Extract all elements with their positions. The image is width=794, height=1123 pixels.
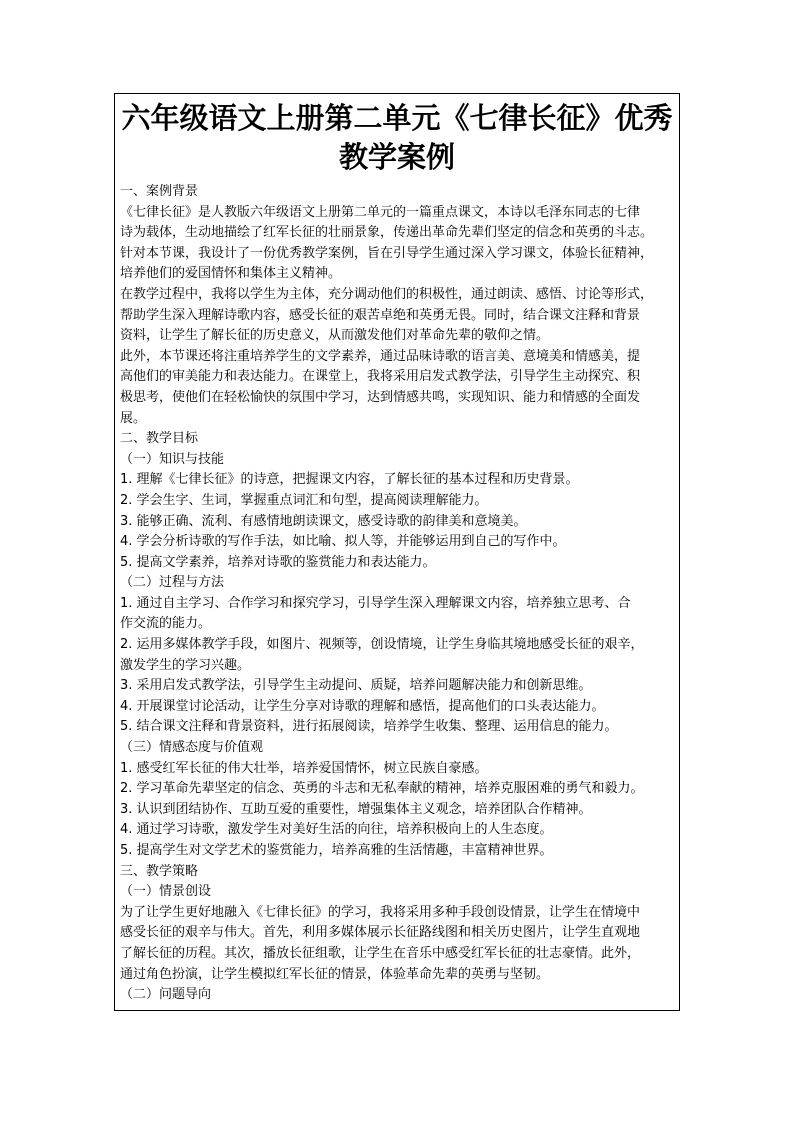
paragraph-line: 帮助学生深入理解诗歌内容，感受长征的艰苦卓绝和英勇无畏。同时，结合课文注释和背景	[120, 307, 641, 323]
paragraph-line: 资料，让学生了解长征的历史意义，从而激发他们对革命先辈的敬仰之情。	[120, 328, 550, 344]
subsection-heading: （一）情景创设	[120, 884, 212, 900]
subsection-heading: （二）问题导向	[120, 987, 212, 1003]
paragraph-line: 《七律长征》是人教版六年级语文上册第二单元的一篇重点课文，本诗以毛泽东同志的七律	[120, 204, 641, 220]
list-item: 1. 感受红军长征的伟大壮举，培养爱国情怀，树立民族自豪感。	[120, 760, 488, 776]
paragraph-line: 在教学过程中，我将以学生为主体，充分调动他们的积极性，通过朗读、感悟、讨论等形式，	[120, 286, 654, 302]
list-item: 1. 理解《七律长征》的诗意，把握课文内容，了解长征的基本过程和历史背景。	[120, 472, 579, 488]
section-heading-strategy: 三、教学策略	[120, 863, 199, 879]
list-item: 4. 通过学习诗歌，激发学生对美好生活的向往，培养积极向上的人生态度。	[120, 822, 553, 838]
list-item: 作交流的能力。	[120, 616, 212, 632]
list-item: 5. 结合课文注释和背景资料，进行拓展阅读，培养学生收集、整理、运用信息的能力。	[120, 719, 618, 735]
title-line-2: 教学案例	[338, 140, 455, 174]
title-line-1: 六年级语文上册第二单元《七律长征》优秀	[121, 101, 673, 135]
paragraph-line: 针对本节课，我设计了一份优秀教学案例，旨在引导学生通过深入学习课文，体验长征精神，	[120, 245, 654, 261]
list-item: 4. 学会分析诗歌的写作手法，如比喻、拟人等，并能够运用到自己的写作中。	[120, 534, 566, 550]
paragraph-line: 展。	[120, 410, 147, 426]
paragraph-line: 培养他们的爱国情怀和集体主义精神。	[120, 266, 342, 282]
section-heading-background: 一、案例背景	[120, 184, 199, 199]
paragraph-line: 感受长征的艰辛与伟大。首先，利用多媒体展示长征路线图和相关历史图片，让学生直观地	[120, 925, 641, 941]
subsection-heading: （一）知识与技能	[120, 451, 225, 467]
document-body	[115, 177, 679, 1006]
list-item: 2. 学习革命先辈坚定的信念、英勇的斗志和无私奉献的精神，培养克服困难的勇气和毅力。	[120, 781, 644, 797]
paragraph-line: 通过角色扮演，让学生模拟红军长征的情景，体验革命先辈的英勇与坚韧。	[120, 966, 550, 982]
list-item: 2. 运用多媒体教学手段，如图片、视频等，创设情境，让学生身临其境地感受长征的艰辛，	[120, 637, 644, 653]
list-item: 激发学生的学习兴趣。	[120, 657, 251, 673]
paragraph-line: 高他们的审美能力和表达能力。在课堂上，我将采用启发式教学法，引导学生主动探究、积	[120, 369, 641, 385]
paragraph-line: 极思考，使他们在轻松愉快的氛围中学习，达到情感共鸣，实现知识、能力和情感的全面发	[120, 389, 641, 405]
paragraph-line: 诗为载体，生动地描绘了红军长征的壮丽景象，传递出革命先辈们坚定的信念和英勇的斗志。	[120, 225, 654, 241]
subsection-heading: （二）过程与方法	[120, 575, 225, 591]
list-item: 3. 能够正确、流利、有感情地朗读课文，感受诗歌的韵律美和意境美。	[120, 513, 527, 529]
paragraph-line: 了解长征的历程。其次，播放长征组歌，让学生在音乐中感受红军长征的壮志豪情。此外，	[120, 945, 641, 961]
list-item: 1. 通过自主学习、合作学习和探究学习，引导学生深入理解课文内容，培养独立思考、合	[120, 595, 631, 611]
paragraph-line: 为了让学生更好地融入《七律长征》的学习，我将采用多种手段创设情景，让学生在情境中	[120, 904, 641, 920]
list-item: 3. 采用启发式教学法，引导学生主动提问、质疑，培养问题解决能力和创新思维。	[120, 678, 592, 694]
subsection-heading: （三）情感态度与价值观	[120, 740, 264, 756]
list-item: 4. 开展课堂讨论活动，让学生分享对诗歌的理解和感悟，提高他们的口头表达能力。	[120, 698, 605, 714]
list-item: 2. 学会生字、生词，掌握重点词汇和句型，提高阅读理解能力。	[120, 492, 488, 508]
list-item: 5. 提高文学素养，培养对诗歌的鉴赏能力和表达能力。	[120, 554, 436, 570]
list-item: 5. 提高学生对文学艺术的鉴赏能力，培养高雅的生活情趣，丰富精神世界。	[120, 843, 553, 858]
section-heading-goals: 二、教学目标	[120, 431, 199, 447]
paragraph-line: 此外，本节课还将注重培养学生的文学素养，通过品味诗歌的语言美、意境美和情感美，提	[120, 348, 641, 364]
document-frame	[114, 93, 680, 1011]
list-item: 3. 认识到团结协作、互助互爱的重要性，增强集体主义观念，培养团队合作精神。	[120, 801, 592, 817]
document-title	[115, 94, 679, 177]
